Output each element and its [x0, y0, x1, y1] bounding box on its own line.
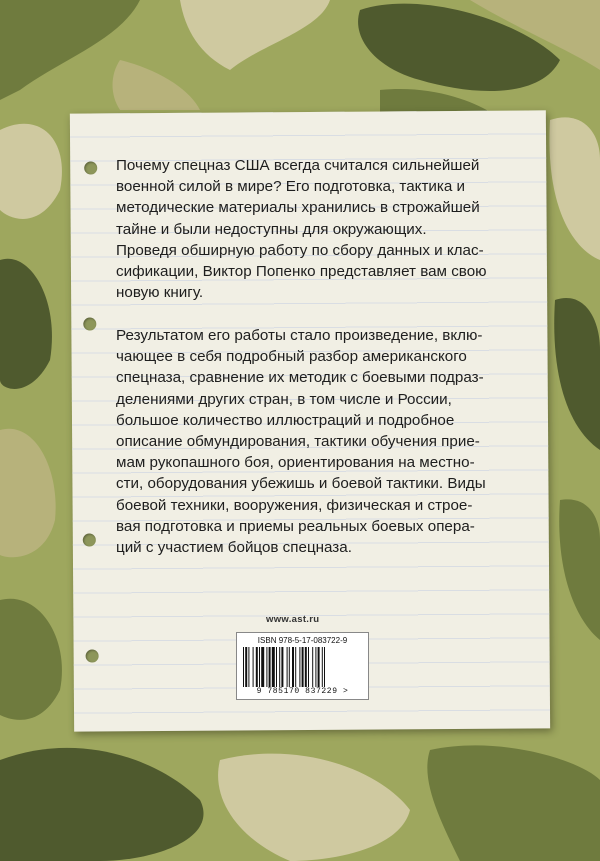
binder-hole: [83, 317, 96, 330]
text-line: сти, оборудования убежишь и боевой тактики. Виды: [116, 475, 486, 493]
text-line: новую книгу.: [116, 284, 204, 302]
barcode-icon: [243, 647, 362, 687]
text-line: Почему спецназ США всегда считался сильнейшей: [116, 157, 480, 174]
barcode-digits: 9 785170 837229 >: [256, 687, 349, 696]
text-line: делениями других стран, в том числе и России,: [116, 390, 452, 408]
blurb-paragraph-1: [116, 155, 516, 303]
isbn-label: ISBN 978-5-17-083722-9: [257, 636, 348, 645]
text-line: чающее в себя подробный разбор американского: [116, 348, 467, 366]
text-line: методические материалы хранились в строжайшей: [116, 199, 480, 217]
text-line: описание обмундирования, тактики обучения прие-: [116, 433, 480, 451]
binder-hole: [83, 533, 96, 546]
text-line: сификации, Виктор Попенко представляет вам свою: [116, 263, 487, 281]
text-line: Результатом его работы стало произведение, вклю-: [116, 327, 483, 344]
binder-hole: [86, 649, 99, 662]
text-line: военной силой в мире? Его подготовка, тактика и: [116, 178, 466, 196]
text-line: боевой техники, вооружения, физическая и строе-: [116, 496, 473, 514]
binder-hole: [84, 161, 97, 174]
text-line: ций с участием бойцов спецназа.: [116, 539, 352, 557]
text-line: спецназа, сравнение их методик с боевыми подраз-: [116, 369, 484, 387]
isbn-barcode: [236, 632, 369, 700]
text-line: тайне и были недоступны для окружающих.: [116, 220, 427, 238]
blurb-paragraph-2: [116, 325, 516, 558]
text-line: Проведя обширную работу по сбору данных и клас-: [116, 241, 484, 259]
text-line: большое количество иллюстраций и подробное: [116, 411, 455, 429]
text-line: вая подготовка и приемы реальных боевых опера-: [116, 517, 475, 535]
publisher-website: www.ast.ru: [266, 614, 320, 625]
text-line: мам рукопашного боя, ориентирования на местно-: [116, 454, 475, 472]
